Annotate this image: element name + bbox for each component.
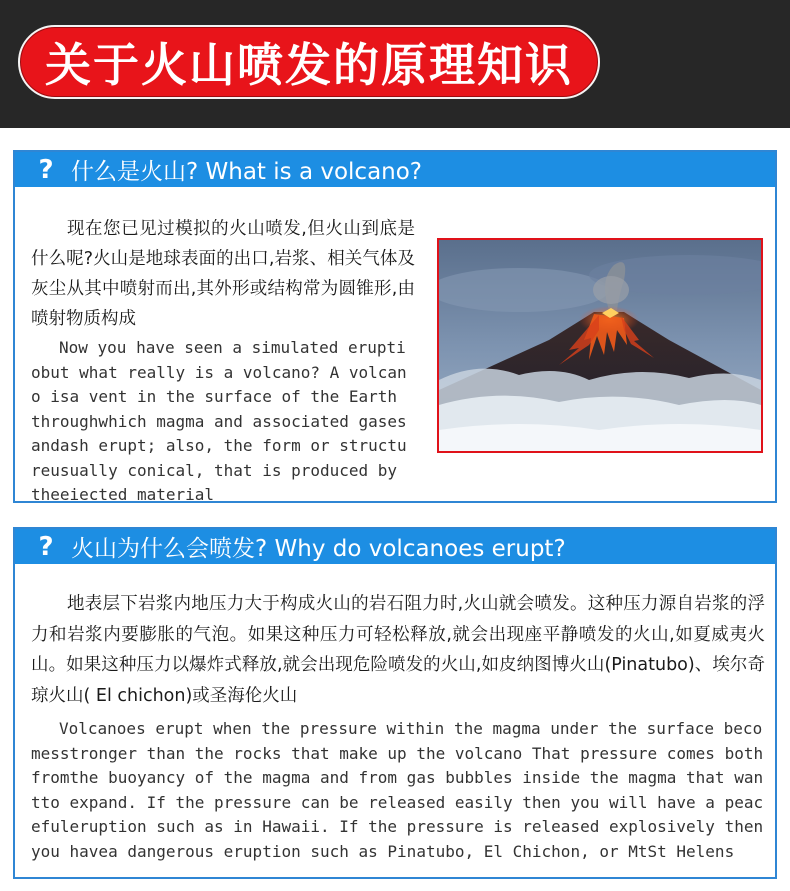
volcano-photo [437, 238, 763, 453]
section-header [15, 152, 775, 189]
page-title: 关于火山喷发的原理知识 [45, 38, 573, 92]
chinese-paragraph: 现在您已见过模拟的火山喷发,但火山到底是什么呢?火山是地球表面的出口,岩浆、相关气体及灰尘从其中喷射而出,其外形或结构常为圆锥形,由喷射物质构成 [31, 219, 415, 329]
question-mark-icon: ? [38, 154, 54, 185]
section-why-erupt [13, 527, 777, 879]
top-banner [0, 0, 790, 128]
english-paragraph: Now you have seen a simulated eruptiobut what really is a volcano? A volcano isa vent in the surface of the Earth throughwhich magma and associated gases andash erupt; also, the form or structureusually conical, that is produced by theeiected material [31, 338, 407, 504]
title-pill [18, 25, 600, 99]
question-mark-icon: ? [38, 531, 54, 562]
section-body [31, 214, 415, 508]
english-paragraph: Volcanoes erupt when the pressure within the magma under the surface becomesstronger than the rocks that make up the volcano That pressure comes both fromthe buoyancy of the magma and from gas bubbles inside the magma that wantto expand. If the pressure can be released easily then you will have a peacefuleruption such as in Hawaii. If the pressure is released explosively then you havea dangerous eruption such as Pinatubo, El Chichon, or MtSt Helens [31, 719, 764, 861]
section-title: 什么是火山? What is a volcano? [71, 159, 423, 185]
section-body [31, 589, 765, 864]
section-header [15, 529, 775, 566]
section-title: 火山为什么会喷发? Why do volcanoes erupt? [71, 536, 566, 562]
chinese-paragraph: 地表层下岩浆内地压力大于构成火山的岩石阻力时,火山就会喷发。这种压力源自岩浆的浮力和岩浆内要膨胀的气泡。如果这种压力可轻松释放,就会出现座平静喷发的火山,如夏威夷火山。如果这种压力以爆炸式释放,就会出现危险喷发的火山,如皮纳图博火山(Pinatubo)、埃尔奇琼火山( El chichon)或圣海伦火山 [31, 594, 765, 706]
section-what-is-volcano [13, 150, 777, 503]
